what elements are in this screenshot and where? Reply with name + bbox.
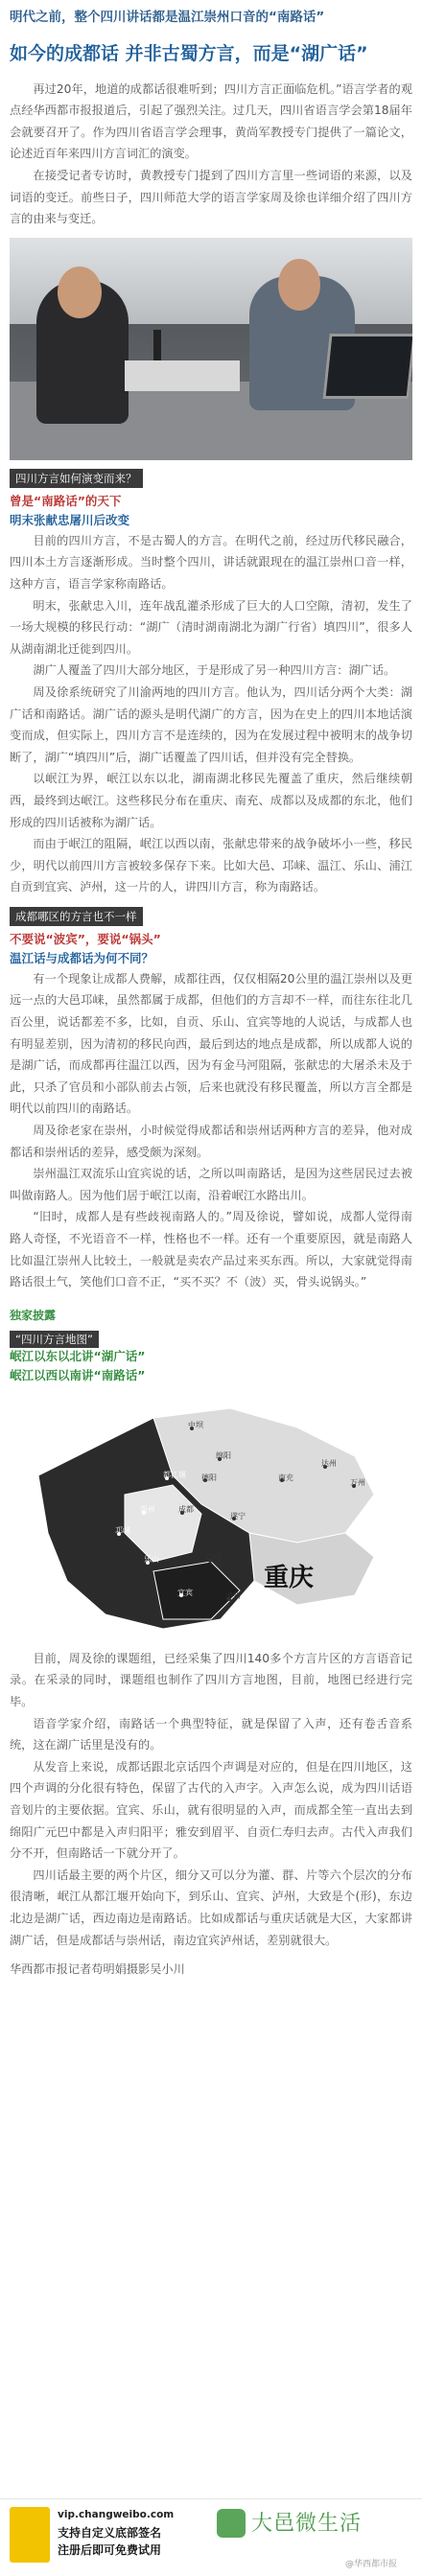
section2-paragraph: 崇州温江双流乐山宜宾说的话，之所以叫南路话，是因为这些居民过去被叫做南路人。因为他们居于岷江以南，沿着岷江水路出川。 <box>10 1167 412 1202</box>
section1-text <box>0 530 422 898</box>
map-label-chongqing: 重庆 <box>264 1563 315 1592</box>
ad-line-2: 注册后即可免费试用 <box>58 2543 162 2557</box>
section3-paragraph: 从发音上来说，成都话跟北京话四个声调是对应的，但是在四川地区，这四个声调的分化很有特色，保留了古代的入声字。入声怎么说，成为四川话语音划片的主要依据。宜宾、乐山，就有很明显的入声，而成都全笙一直出去到绵阳广元巴中都是入声归阳平；雅安到眉平、自贡仁寿归去声。古代入声我们分不开，但南路话一下就分开了。 <box>10 1759 412 1861</box>
section1-paragraph: 而由于岷江的阻隔，岷江以西以南，张献忠带来的战争破坏小一些，移民少，明代以前四川方言被较多保存下来。比如大邑、邛崃、温江、乐山、浦江自贡到宜宾、泸州，这一片的人，讲四川方言，称为南路话。 <box>10 837 412 894</box>
giraffe-logo-icon <box>10 2507 50 2563</box>
map-tag: “四川方言地图” <box>10 1331 99 1348</box>
section1-paragraph: 以岷江为界，岷江以东以北，湖南湖北移民先覆盖了重庆，然后继续朝西，最终到达岷江。这些移民分布在重庆、南充、成都以及成都的东北，他们形成的四川话被称为湖广话。 <box>10 772 412 829</box>
section2-tag-row <box>10 906 412 926</box>
map-label-dazhou: 达州 <box>321 1458 337 1468</box>
section1-title-blue: 明末张献忠屠川后改变 <box>10 512 130 527</box>
section1-paragraph: 明末，张献忠入川，连年战乱灌杀形成了巨大的人口空隙，清初，发生了一场大规模的移民行动：“湖广（清时湖南湖北为湖广行省）填四川”，很多人从湖南湖北迁徙到四川。 <box>10 598 412 656</box>
intro-paragraph: 再过20年，地道的成都话很难听到；四川方言正面临危机。”语言学者的观点经华西都市报报道后，引起了强烈关注。过几天，四川省语言学会第18届年会就要召开了。作为四川省语言学会理事，黄尚军教授专门提供了一篇论文，论述近百年来四川方言词汇的演变。 <box>10 81 412 161</box>
intro-text <box>0 79 422 230</box>
article-headline: 如今的成都话 并非古蜀方言，而是“湖广话” <box>10 43 368 64</box>
section3-paragraph: 四川话最主要的两个片区，细分又可以分为灌、群、片等六个层次的分布很清晰，岷江从都江堰开始向下，到乐山、宜宾、泸州，大致是个(形)，东边北边是湖广话，西边南边是南路话。比如成都话与重庆话就是大区，大家都讲湖广话，但是成都话与崇州话，南边宜宾泸州话，差别就很大。 <box>10 1868 412 1947</box>
map-label-zhongba: 中坝 <box>188 1420 203 1429</box>
section3-paragraph: 语音学家介绍，南路话一个典型特征，就是保留了入声，还有卷舌音系统，这在湖广话里是没有的。 <box>10 1716 412 1752</box>
map-label-mianyang: 绵阳 <box>216 1450 231 1460</box>
article-kicker: 明代之前，整个四川讲话都是温江崇州口音的“南路话” <box>10 10 325 25</box>
section2-tag: 成都哪区的方言也不一样 <box>10 907 143 926</box>
map-label-leshan: 乐山 <box>144 1554 159 1564</box>
ad-watermark: @华西都市报 <box>345 2560 398 2569</box>
photo-person-left-head <box>58 267 102 318</box>
brand-leaf-icon <box>217 2509 246 2538</box>
section2-paragraph: “旧时，成都人是有些歧视南路人的。”周及徐说，譬如说，成都人觉得南路人奇怪，不光语音不一样，性格也不一样。还有一个重要原因，就是南路人比如温江崇州人比较土，一般就是卖农产品过来买东西。所以，大家就觉得南路话很土气，笑他们口音不正，“买不买？不（波）买，骨头说锅头。” <box>10 1210 412 1289</box>
section2-title-blue: 温江话与成都话为何不同？ <box>10 950 154 965</box>
intro-paragraph: 在接受记者专访时，黄教授专门提到了四川方言里一些词语的来源，以及词语的变迁。前些日子，四川师范大学的语言学家周及徐也详细介绍了四川方言的由来与变迁。 <box>10 169 412 226</box>
section1-title-red: 曾是“南路话”的天下 <box>10 493 122 508</box>
ad-brand: 大邑微生活 <box>251 2512 363 2536</box>
map-tag-row <box>10 1329 412 1347</box>
exclusive-label: 独家披露 <box>10 1308 57 1322</box>
section1-tag: 四川方言如何演变而来？ <box>10 469 143 488</box>
map-label-deyang: 德阳 <box>201 1473 217 1482</box>
map-svg <box>10 1389 412 1640</box>
section1-paragraph: 周及徐系统研究了川渝两地的四川方言。他认为，四川话分两个大类：湖广话和南路话。湖广话的源头是明代湖广的方言，因为在史上的四川本地话演变而成，但实际上，四川方言不是连续的，因为在发展过程中被明末的战争切断了，湖广“填四川”后，湖广话覆盖了四川话，但并没有完全替换。 <box>10 685 412 764</box>
map-label-dujiangyan: 都江堰 <box>163 1470 186 1479</box>
ad-line-1: 支持自定义底部签名 <box>58 2526 162 2540</box>
map-label-luzhou: 泸州 <box>225 1590 241 1600</box>
section3-paragraph: 目前，周及徐的课题组，已经采集了四川140多个方言片区的方言语音记录。在采录的同时，课题组也制作了四川方言地图，目前，地图已经进行完毕。 <box>10 1651 412 1708</box>
photo-person-right-head <box>278 259 320 311</box>
ad-url[interactable]: vip.changweibo.com <box>58 2509 175 2520</box>
map-label-qionglai: 邛崃 <box>115 1525 130 1535</box>
map-line-2: 岷江以西以南讲“南路话” <box>10 1367 146 1382</box>
map-label-zigong: 自贡 <box>206 1552 222 1562</box>
section1-tag-row <box>10 468 412 488</box>
section1-paragraph: 目前的四川方言，不是古蜀人的方言。在明代之前，经过历代移民融合，四川本土方言逐渐形成。当时整个四川，讲话就跟现在的温江崇州口音一样，这种方言，语言学家称南路话。 <box>10 533 412 591</box>
article-photo <box>10 238 412 460</box>
section2-paragraph: 有一个现象让成都人费解，成都往西，仅仅相隔20公里的温江崇州以及更远一点的大邑邛崃，虽然都属于成都，但他们的方言却不一样，而往东往北几百公里，说话都差不多，比如，自贡、乐山、宜宾等地的人说话，与成都人也有明显差别，因为清初的移民向西，最后到达的地点是成都，所以成都人说的是湖广话，而成都再往温江以西，因为有金马河阻隔，张献忠的大屠杀未及于此，只杀了官员和小部队前去占领，后来也就没有移民覆盖，所以方言全都是明代以前四川的南路话。 <box>10 971 412 1116</box>
section3-text <box>0 1640 422 1951</box>
section2-paragraph: 周及徐老家在崇州，小时候觉得成都话和崇州话两种方言的差异，他对成都话和崇州话的差异，感受颇为深刻。 <box>10 1124 412 1159</box>
byline: 华西都市报记者苟明娟摄影吴小川 <box>10 1962 185 1977</box>
sichuan-dialect-map <box>10 1389 412 1640</box>
map-label-wanzhou: 万州 <box>350 1477 365 1487</box>
section2-title-red: 不要说“波宾”，要说“锅头” <box>10 931 161 946</box>
section2-text <box>0 968 422 1293</box>
map-label-chongzhou: 崇州 <box>140 1504 155 1514</box>
map-line-1: 岷江以东以北讲“湖广话” <box>10 1348 146 1363</box>
map-label-yibin: 宜宾 <box>177 1588 193 1597</box>
photo-microphone <box>153 330 161 364</box>
map-label-chengdu: 成都 <box>178 1504 194 1514</box>
photo-laptop <box>125 360 240 391</box>
section1-paragraph: 湖广人覆盖了四川大部分地区，于是形成了另一种四川方言：湖广话。 <box>33 663 396 678</box>
footer-ad-banner[interactable] <box>0 2498 422 2576</box>
map-label-suining: 遂宁 <box>230 1511 246 1520</box>
photo-monitor <box>322 334 412 399</box>
map-label-nanchong: 南充 <box>278 1473 293 1482</box>
